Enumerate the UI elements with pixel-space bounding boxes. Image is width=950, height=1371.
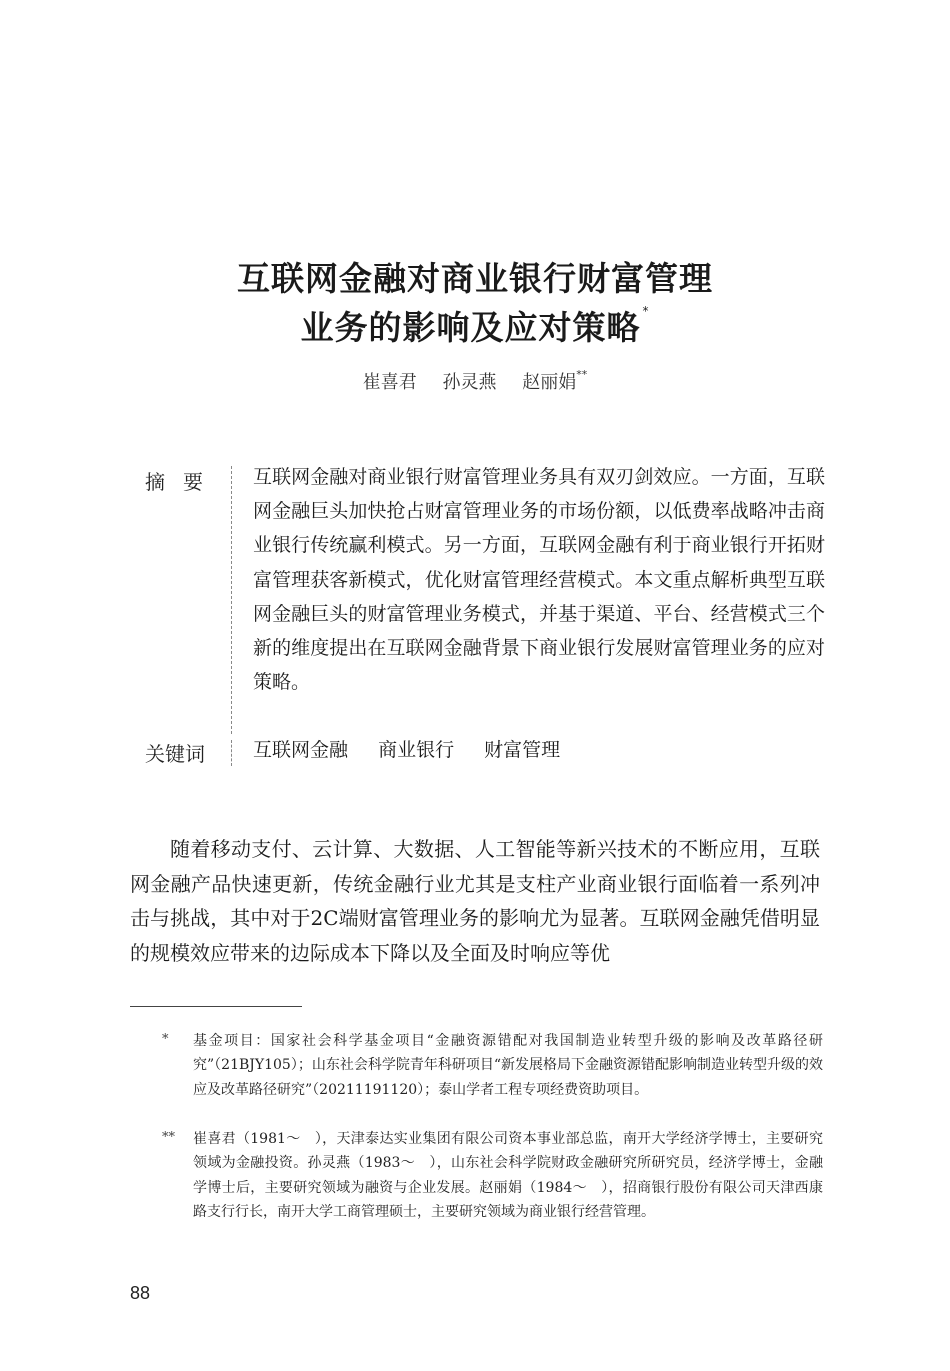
keywords-list (253, 735, 584, 762)
author-name-text: 赵丽娟 (522, 372, 577, 393)
abstract-divider (231, 466, 232, 734)
paper-title-line-2 (0, 302, 950, 349)
abstract-label: 摘要 (145, 470, 221, 494)
keyword: 互联网金融 (253, 739, 349, 761)
author-name: 孙灵燕 (442, 372, 497, 393)
paper-title-line-2-text: 业务的影响及应对策略 (300, 308, 641, 347)
paper-title-line-1: 互联网金融对商业银行财富管理 (237, 259, 713, 298)
keywords-divider (231, 740, 232, 766)
page-number: 88 (130, 1283, 151, 1303)
keyword: 商业银行 (378, 739, 455, 761)
footnote-marker: * (162, 1032, 169, 1047)
body-paragraph: 随着移动支付、云计算、大数据、人工智能等新兴技术的不断应用，互联网金融产品快速更新，传统金融行业尤其是支柱产业商业银行面临着一系列冲击与挑战，其中对于2C端财富管理业务的影响尤为显著。互联网金融凭借明显的规模效应带来的边际成本下降以及全面及时响应等优 (130, 837, 820, 965)
keywords-label: 关键词 (145, 742, 205, 766)
footnote-funding: 基金项目：国家社会科学基金项目“金融资源错配对我国制造业转型升级的影响及改革路径研究”（21BJY105）；山东社会科学院青年科研项目“新发展格局下金融资源错配影响制造业转型升级的效应及改革路径研究”（20211191120）；泰山学者工程专项经费资助项目。 (193, 1033, 823, 1098)
keyword: 财富管理 (484, 739, 561, 761)
abstract-text: 互联网金融对商业银行财富管理业务具有双刃剑效应。一方面，互联网金融巨头加快抢占财富管理业务的市场份额，以低费率战略冲击商业银行传统赢利模式。另一方面，互联网金融有利于商业银行开拓财富管理获客新模式，优化财富管理经营模式。本文重点解析典型互联网金融巨头的财富管理业务模式，并基于渠道、平台、经营模式三个新的维度提出在互联网金融背景下商业银行发展财富管理业务的应对策略。 (253, 466, 825, 694)
footnote-separator (130, 1006, 302, 1007)
author-name (522, 368, 588, 393)
author-name: 崔喜君 (362, 372, 417, 393)
author-list (0, 368, 950, 394)
author-footnote-marker: ** (576, 368, 588, 381)
footnote-authors: 崔喜君（1981～ ），天津泰达实业集团有限公司资本事业部总监，南开大学经济学博士，主要研究领域为金融投资。孙灵燕（1983～ ），山东社会科学院财政金融研究所研究员，经济学博士，金融学博士后，主要研究领域为融资与企业发展。赵丽娟（1984～ ），招商银行股份有限公司天津西康路支行行长，南开大学工商管理硕士，主要研究领域为商业银行经营管理。 (193, 1131, 823, 1220)
footnote-marker: ** (162, 1130, 175, 1145)
title-footnote-marker: * (642, 304, 650, 318)
